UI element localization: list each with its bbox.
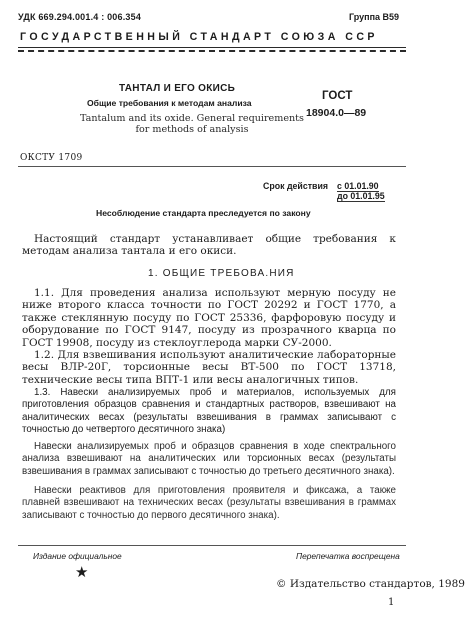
english-title bbox=[80, 113, 304, 135]
english-title-line-2: for methods of analysis bbox=[135, 124, 249, 135]
validity-to: до 01.01.95 bbox=[337, 191, 385, 201]
document-subtitle: Общие требования к методам анализа bbox=[87, 98, 252, 108]
header-rule bbox=[18, 47, 406, 48]
nonconformity-notice: Несоблюдение стандарта преследуется по закону bbox=[96, 208, 311, 218]
header-rule-dashed bbox=[18, 50, 406, 52]
udk-code: УДК 669.294.001.4 : 006.354 bbox=[18, 12, 142, 22]
paragraph-1-3-c: Навески реактивов для приготовления проявителя и фиксажа, а также плавней взвешивают на технических весах (результаты взвешивания в граммах записывают с точностью до первого десятичного знака). bbox=[22, 485, 396, 521]
page-number: 1 bbox=[388, 597, 395, 608]
validity-label: Срок действия bbox=[263, 181, 328, 191]
official-edition-note: Издание официальное bbox=[33, 551, 122, 561]
standard-header: ГОСУДАРСТВЕННЫЙ СТАНДАРТ СОЮЗА ССР bbox=[20, 31, 378, 43]
gost-number: 18904.0—89 bbox=[306, 107, 367, 119]
paragraph-1-1: 1.1. Для проведения анализа используют мерную посуду не ниже второго класса точности по ГОСТ 20292 и ГОСТ 1770, а также стеклянную посуду по ГОСТ 25336, фарфоровую посуду и оборудование по ГОСТ 9147, посуду из прозрачного кварца по ГОСТ 19908, посуду из стеклоуглерода марки СУ-2000. bbox=[22, 287, 396, 349]
reprint-prohibited-note: Перепечатка воспрещена bbox=[296, 551, 400, 561]
paragraph-1-3: 1.3. Навески анализируемых проб и материалов, используемых для приготовления образцов сравнения и стандартных растворов, взвешивают на аналитических весах (результаты взвешивания в граммах записывают с точностью до четвертого десятичного знака) bbox=[22, 387, 396, 436]
group-code: Группа В59 bbox=[349, 12, 400, 22]
copyright-notice: © Издательство стандартов, 1989 bbox=[276, 578, 465, 590]
gost-label: ГОСТ bbox=[322, 90, 353, 102]
paragraph-1-2: 1.2. Для взвешивания используют аналитические лабораторные весы ВЛР-20Г, торсионные весы ВТ-500 по ГОСТ 13718, технические весы типа ВПТ-1 или весы аналогичных типов. bbox=[22, 349, 396, 386]
document-title: ТАНТАЛ И ЕГО ОКИСЬ bbox=[119, 83, 236, 94]
english-title-line-1: Tantalum and its oxide. General requirements bbox=[80, 113, 304, 124]
okstu-rule bbox=[18, 166, 406, 167]
validity-from: с 01.01.90 bbox=[337, 181, 379, 191]
star-icon: ★ bbox=[75, 563, 89, 581]
section-heading: 1. ОБЩИЕ ТРЕБОВА.НИЯ bbox=[148, 268, 295, 279]
intro-paragraph: Настоящий стандарт устанавливает общие требования к методам анализа тантала и его окиси. bbox=[22, 233, 396, 258]
okstu-code: ОКСТУ 1709 bbox=[20, 153, 83, 163]
footer-rule bbox=[18, 545, 406, 546]
paragraph-1-3-b: Навески анализируемых проб и образцов сравнения в ходе спектрального анализа взвешивают на аналитических или торсионных весах (результаты взвешивания в граммах записывают с точностью до третьего десятичного знака). bbox=[22, 441, 396, 477]
